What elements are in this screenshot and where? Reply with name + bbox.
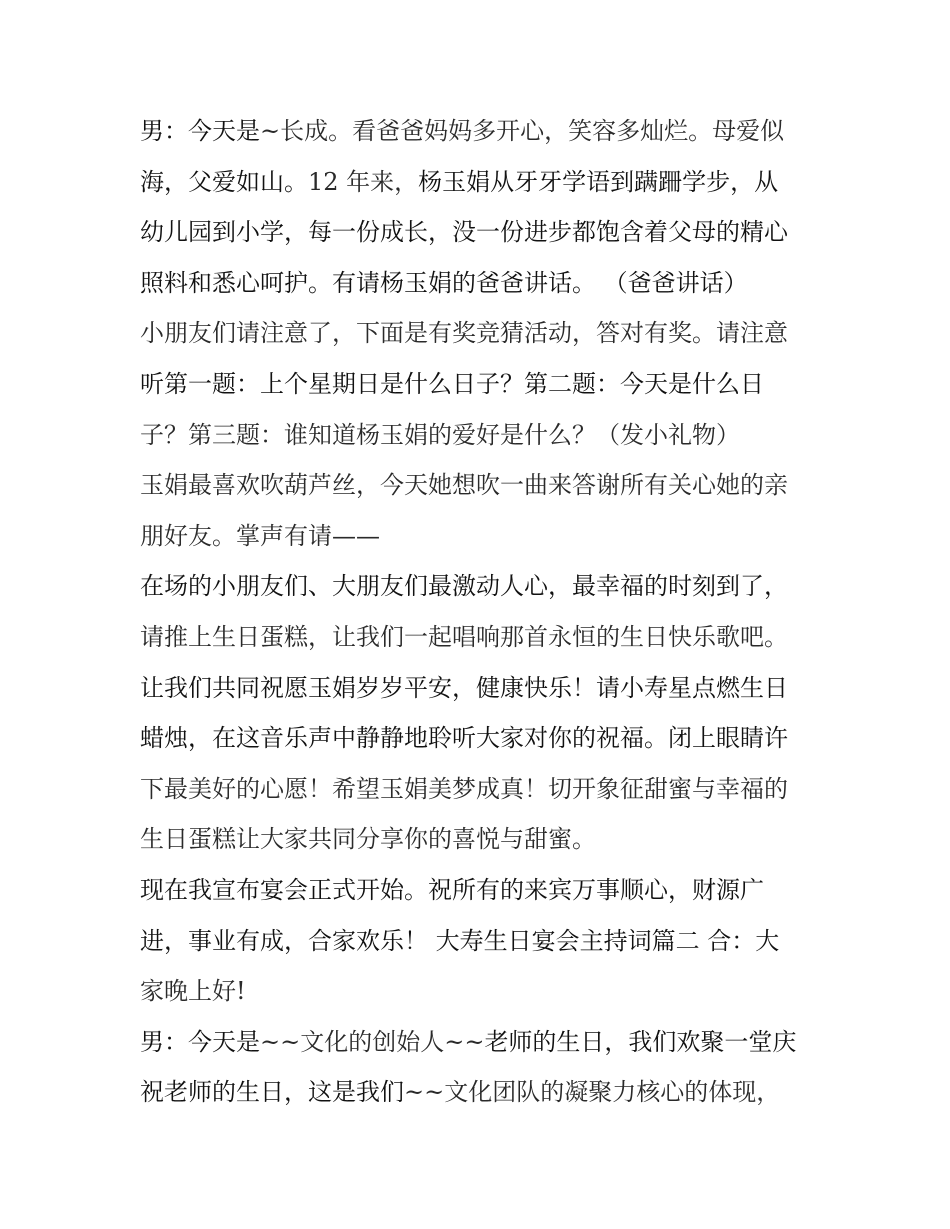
- text-segment: 幼儿园到小学，每一份成长，没一份进步都饱含着父母的精心: [140, 218, 788, 247]
- text-line: [140, 1017, 820, 1068]
- text-segment: 请推上生日蛋糕，让我们一起唱响那首永恒的生日快乐歌吧。: [140, 622, 788, 651]
- text-line: [140, 764, 820, 815]
- text-segment: 杨玉娟从牙牙学语到蹒跚学步，从: [418, 167, 779, 196]
- text-line: [140, 865, 820, 916]
- text-segment: 祝老师的生日，这是我们: [140, 1078, 404, 1107]
- text-line: [140, 612, 820, 663]
- text-line: [140, 308, 820, 359]
- text-line: [140, 966, 820, 1017]
- text-segment: 生日蛋糕让大家共同分享你的喜悦与甜蜜。: [140, 825, 596, 854]
- text-line: [140, 1067, 820, 1118]
- text-line: [140, 157, 820, 208]
- text-segment: ~长成。看爸爸妈妈多开心，笑容多灿烂。母爱似: [260, 117, 785, 145]
- text-line: [140, 460, 820, 511]
- text-line: [140, 359, 820, 410]
- text-segment: 子？第三题：谁知道杨玉娟的爱好是什么？（发小礼物）: [140, 420, 740, 449]
- text-line: [140, 561, 820, 612]
- text-segment: 男：今天是: [140, 1027, 260, 1056]
- text-line: [140, 410, 820, 461]
- text-segment: 男：今天是: [140, 117, 260, 145]
- text-segment: 蜡烛，在这音乐声中静静地聆听大家对你的祝福。闭上眼睛许: [140, 724, 788, 753]
- text-segment: ~~文化的创始人~~: [260, 1027, 485, 1056]
- text-segment: 玉娟最喜欢吹葫芦丝，今天她想吹一曲来答谢所有关心她的亲: [140, 471, 788, 500]
- text-segment: 12 年来，: [308, 167, 419, 196]
- text-segment: 家晚上好!: [140, 977, 246, 1006]
- text-line: [140, 916, 820, 967]
- document-body: [140, 106, 820, 1118]
- text-segment: 让我们共同祝愿玉娟岁岁平安，健康快乐！请小寿星点燃生日: [140, 673, 788, 702]
- text-segment: 进，事业有成，合家欢乐！ 大寿生日宴会主持词篇二 合：大: [140, 926, 780, 955]
- text-line: [140, 511, 820, 562]
- text-segment: 小朋友们请注意了，下面是有奖竞猜活动，答对有奖。请注意: [140, 319, 788, 348]
- text-segment: 听第一题：上个星期日是什么日子？第二题：今天是什么日: [140, 369, 764, 398]
- text-line: [140, 663, 820, 714]
- text-segment: 老师的生日，我们欢聚一堂庆: [484, 1027, 797, 1056]
- text-segment: 现在我宣布宴会正式开始。祝所有的来宾万事顺心，财源广: [140, 875, 764, 904]
- text-segment: 在场的小朋友们、大朋友们最激动人心，最幸福的时刻到了，: [140, 572, 788, 601]
- text-segment: 下最美好的心愿！希望玉娟美梦成真！切开象征甜蜜与幸福的: [140, 774, 788, 803]
- text-segment: 照料和悉心呵护。有请杨玉娟的爸爸讲话。 （爸爸讲话）: [140, 268, 748, 297]
- text-segment: 海，父爱如山。: [140, 167, 308, 196]
- text-segment: 朋好友。掌声有请——: [140, 521, 380, 550]
- text-line: [140, 814, 820, 865]
- text-line: [140, 106, 820, 157]
- text-segment: ~~文化团队的凝聚力核心的体现，: [404, 1078, 781, 1107]
- text-line: [140, 207, 820, 258]
- text-line: [140, 258, 820, 309]
- text-line: [140, 713, 820, 764]
